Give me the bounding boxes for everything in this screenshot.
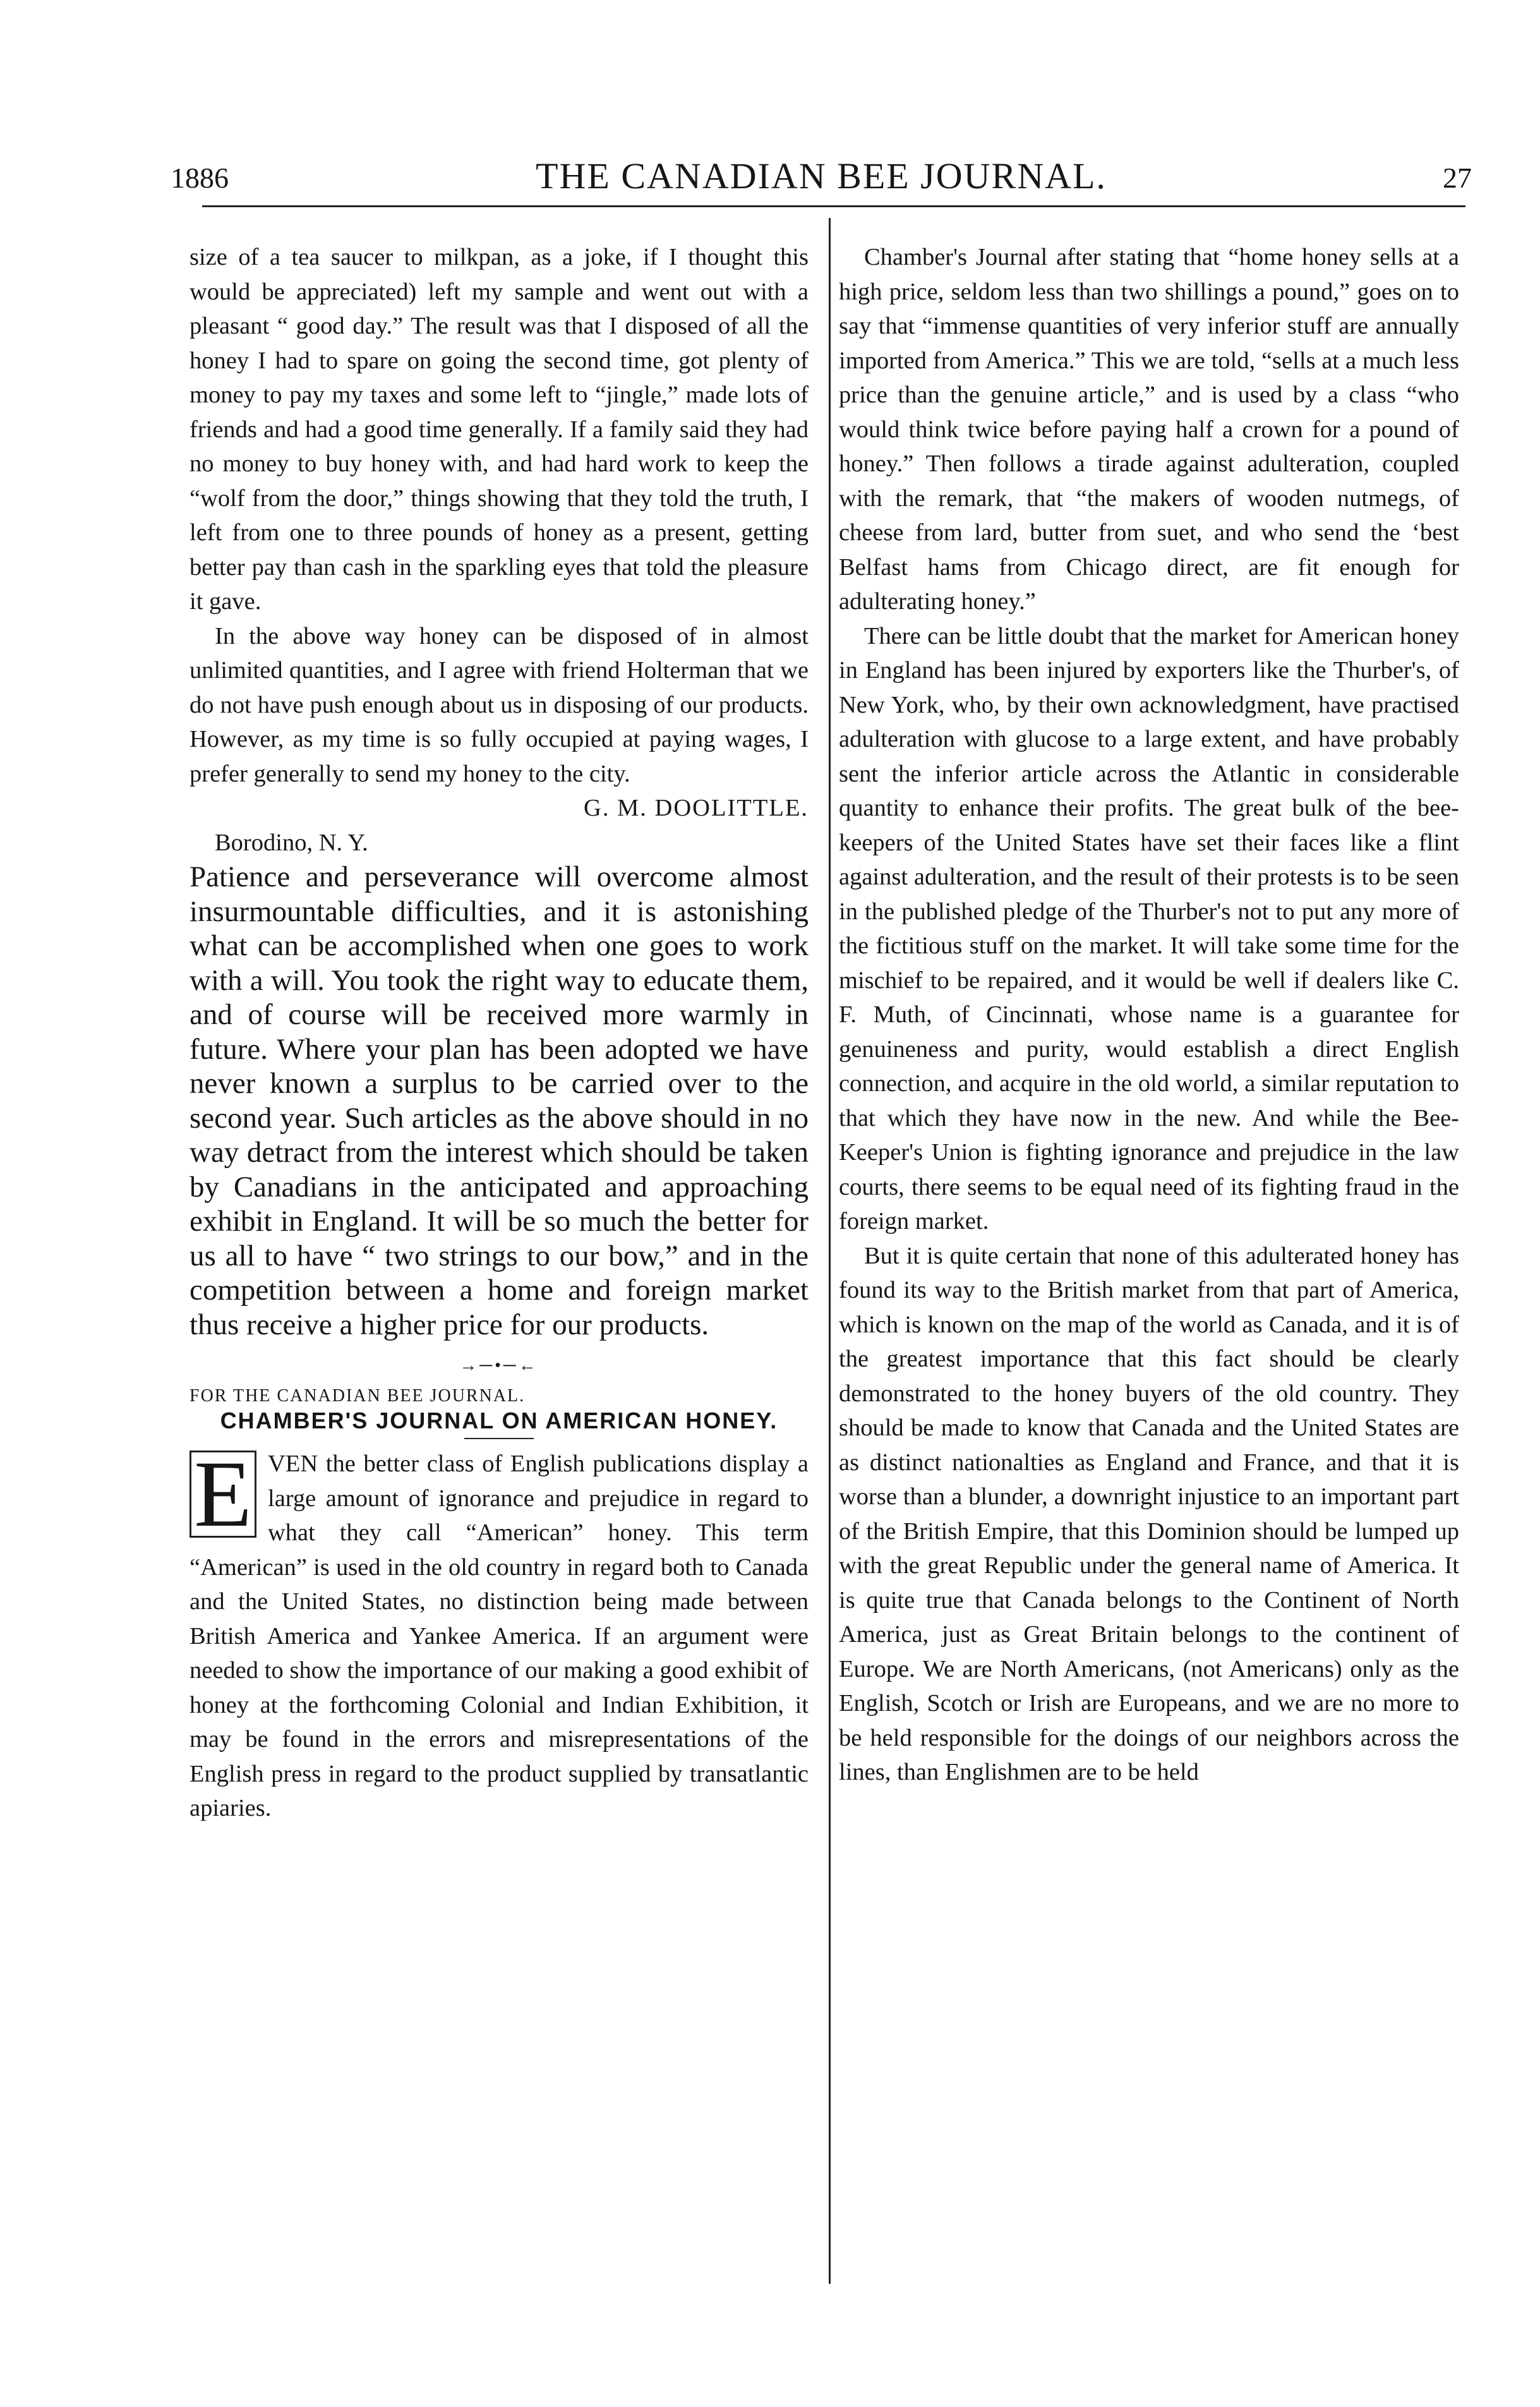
journal-title: THE CANADIAN BEE JOURNAL.	[536, 155, 1107, 196]
article-byline: FOR THE CANADIAN BEE JOURNAL.	[189, 1386, 526, 1406]
right-column	[839, 240, 1459, 1790]
article-paragraph: But it is quite certain that none of this adulterated honey has found its way to the British market from that part of America, which is known on the map of the world as Canada, and it is of the greatest importance that this fact should be clearly demonstrated to the honey buyers of the old country. They should be made to know that Canada and the United States are as distinct nationalties as England and France, and that it is worse than a blunder, a downright injustice to an important part of the British Empire, that this Dominion should be lumped up with the great Republic under the general name of America. It is quite true that Canada belongs to the Continent of North America, just as Great Britain belongs to the continent of Europe. We are North Americans, (not Americans) only as the English, Scotch or Irish are Europeans, and we are no more to be held responsible for the doings of our neighbors across the lines, than Englishmen are to be held	[839, 1242, 1459, 1785]
article-paragraph: Chamber's Journal after stating that “home honey sells at a high price, seldom less than two shillings a pound,” goes on to say that “immense quantities of very inferior stuff are annually imported from America.” This we are told, “sells at a much less price than the genuine article,” and is used by a class “who would think twice before paying half a crown for a pound of honey.” Then follows a tirade against adulteration, coupled with the remark, that “the makers of wooden nutmegs, of cheese from lard, butter from suet, and who send the ‘best Belfast hams from Chicago direct, are fit enough for adulterating honey.”	[839, 244, 1459, 615]
page-number: 27	[1443, 162, 1472, 194]
editor-note: Patience and perseverance will overcome almost insurmountable difficulties, and it is astonishing what can be accomplished when one goes to work with a will. You took the right way to educate them, and of course will be received more warmly in future. Where your plan has been adopted we have never known a surplus to be carried over to the second year. Such articles as the above should in no way detract from the interest which should be taken by Canadians in the anticipated and approaching exhibit in England. It will be so much the better for us all to have “ two strings to our bow,” and in the competition between a home and foreign market thus receive a higher price for our products.	[189, 860, 809, 1341]
drop-cap: E	[189, 1451, 256, 1538]
article-body	[189, 1442, 809, 1826]
letter-paragraph: In the above way honey can be disposed of in almost unlimited quantities, and I agree with friend Holterman that we do not have push enough about us in disposing of our products. However, as my time is so fully occupied at paying wages, I prefer generally to send my honey to the city.	[189, 622, 809, 787]
column-divider	[829, 218, 831, 2284]
article-paragraph: VEN the better class of English publications display a large amount of ignorance and prejudice in regard to what they call “American” honey. This term “American” is used in the old country in regard both to Canada and the United States, no distinction being made between British America and Yankee America. If an argument were needed to show the importance of our making a good exhibit of honey at the forthcoming Colonial and Indian Exhibition, it may be found in the errors and misrepresentations of the English press in regard to the product supplied by transatlantic apiaries.	[189, 1451, 809, 1821]
article-title: CHAMBER'S JOURNAL ON AMERICAN HONEY.	[220, 1408, 778, 1433]
author-signature: G. M. DOOLITTLE.	[584, 795, 809, 821]
publication-year: 1886	[171, 162, 229, 194]
title-rule	[464, 1438, 534, 1439]
article-paragraph: There can be little doubt that the market for American honey in England has been injured by exporters like the Thurber's, of New York, who, by their own acknowledgment, have practised adulteration with glucose to a large extent, and have probably sent the inferior article across the Atlantic in considerable quantity to enhance their profits. The great bulk of the bee-keepers of the United States have set their faces like a flint against adulteration, and the result of their protests is to be seen in the published pledge of the Thurber's not to put any more of the fictitious stuff on the market. It will take some time for the mischief to be repaired, and it would be well if dealers like C. F. Muth, of Cincinnati, whose name is a guarantee for genuineness and purity, would establish a direct English connection, and acquire in the old world, a similar reputation to that which they have now in the new. And while the Bee-Keeper's Union is fighting ignorance and prejudice in the law courts, there seems to be equal need of its fighting fraud in the foreign market.	[839, 622, 1459, 1234]
page-header	[171, 155, 1472, 205]
left-column	[189, 240, 809, 1826]
header-rule	[202, 205, 1465, 207]
letter-paragraph: size of a tea saucer to milkpan, as a joke, if I thought this would be appreciated) left my sample and went out with a pleasant “ good day.” The result was that I disposed of all the honey I had to spare on going the second time, got plenty of money to pay my taxes and some left to “jingle,” made lots of friends and had a good time generally. If a family said they had no money to buy honey with, and had hard work to keep the “wolf from the door,” things showing that they told the truth, I left from one to three pounds of honey as a present, getting better pay than cash in the sparkling eyes that told the pleasure it gave.	[189, 244, 809, 615]
author-place: Borodino, N. Y.	[215, 829, 368, 856]
section-ornament: →─•─←	[459, 1356, 539, 1375]
